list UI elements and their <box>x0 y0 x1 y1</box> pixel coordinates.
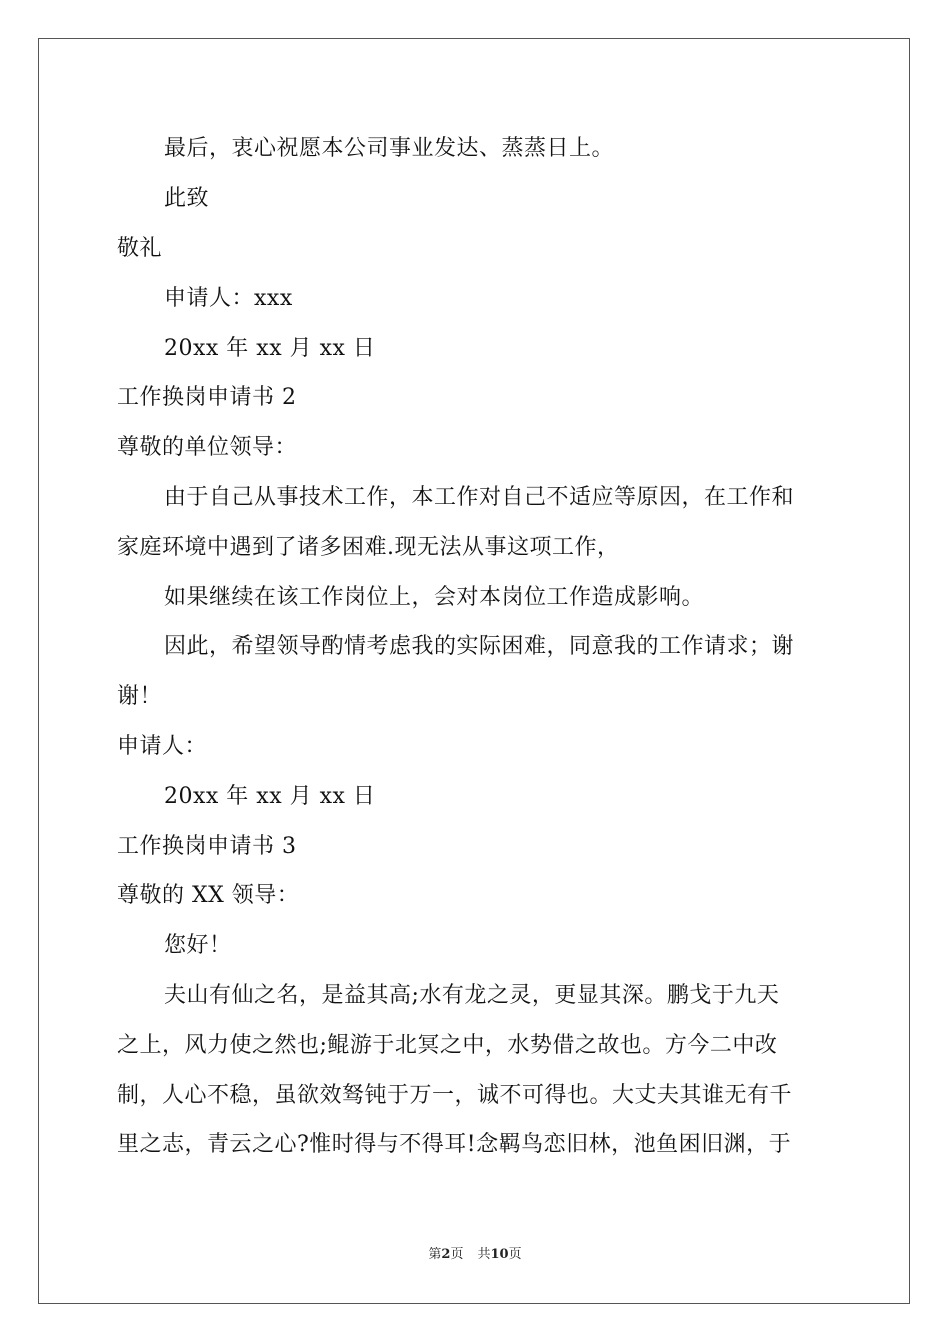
text-line: 20xx 年 xx 月 xx 日 <box>164 784 376 809</box>
text-line: 家庭环境中遇到了诸多困难.现无法从事这项工作， <box>117 535 620 560</box>
text-line: 此致 <box>164 186 210 211</box>
page-prefix: 第 <box>428 1247 442 1262</box>
section-heading: 工作换岗申请书 3 <box>117 834 297 859</box>
salutation: 尊敬的 XX 领导： <box>117 883 300 908</box>
salutation: 尊敬的单位领导： <box>117 435 298 460</box>
text-line: 制，人心不稳，虽欲效驽钝于万一，诚不可得也。大丈夫其谁无有千 <box>117 1083 793 1108</box>
total-pages: 10 <box>490 1247 509 1262</box>
text-line: 申请人：xxx <box>164 286 293 311</box>
text-line: 之上，风力使之然也;鲲游于北冥之中，水势借之故也。方今二中改 <box>117 1033 778 1058</box>
page-suffix: 页 <box>450 1247 464 1262</box>
text-line: 夫山有仙之名，是益其高;水有龙之灵，更显其深。鹏戈于九天 <box>164 983 780 1008</box>
text-line: 里之志，青云之心?惟时得与不得耳!念羁鸟恋旧林，池鱼困旧渊，于 <box>117 1132 792 1157</box>
total-suffix: 页 <box>508 1247 522 1262</box>
text-line: 由于自己从事技术工作，本工作对自己不适应等原因，在工作和 <box>164 485 795 510</box>
text-line: 因此，希望领导酌情考虑我的实际困难，同意我的工作请求；谢 <box>164 634 795 659</box>
text-line: 敬礼 <box>117 236 163 261</box>
text-line: 谢！ <box>117 684 163 709</box>
page-footer <box>0 1246 950 1264</box>
text-line: 申请人： <box>117 734 208 759</box>
text-line: 最后，衷心祝愿本公司事业发达、蒸蒸日上。 <box>164 136 615 161</box>
page-frame <box>38 38 910 1304</box>
total-prefix: 共 <box>477 1247 491 1262</box>
page-number: 2 <box>441 1247 451 1262</box>
text-line: 20xx 年 xx 月 xx 日 <box>164 336 376 361</box>
text-line: 如果继续在该工作岗位上，会对本岗位工作造成影响。 <box>164 585 705 610</box>
text-line: 您好！ <box>164 933 232 958</box>
section-heading: 工作换岗申请书 2 <box>117 385 297 410</box>
